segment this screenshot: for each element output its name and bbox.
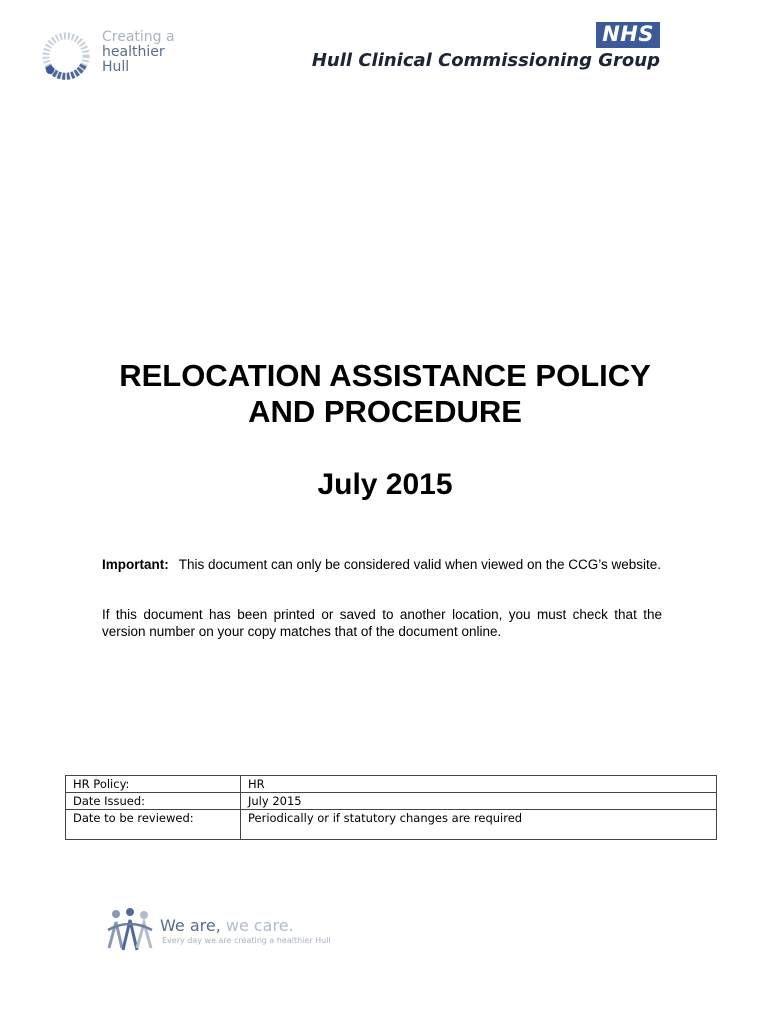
tagline	[160, 916, 294, 935]
table-key: Date to be reviewed:	[66, 810, 241, 840]
document-title	[0, 358, 770, 430]
we-care-logo	[104, 906, 384, 956]
logo-text	[102, 30, 175, 75]
logo-line-3: Hull	[102, 59, 130, 75]
title-line-1: RELOCATION ASSISTANCE POLICY	[119, 358, 651, 393]
table-key: Date Issued:	[66, 793, 241, 810]
logo-line-1: Creating a	[102, 29, 175, 45]
table-row	[66, 810, 717, 840]
table-value: July 2015	[241, 793, 717, 810]
notice-text: This document can only be considered valid when viewed on the CCG’s website.	[178, 557, 662, 572]
version-notice: If this document has been printed or saved to another location, you must check that the version number on your copy matches that of the document online.	[102, 607, 662, 639]
table-row	[66, 793, 717, 810]
table-row	[66, 776, 717, 793]
notice-label: Important:	[102, 557, 169, 572]
organisation-name: Hull Clinical Commissioning Group	[311, 50, 660, 71]
table-key: HR Policy:	[66, 776, 241, 793]
table-value: Periodically or if statutory changes are required	[241, 810, 717, 840]
title-line-2: AND PROCEDURE	[248, 394, 522, 429]
creating-healthier-hull-logo	[38, 28, 198, 84]
tagline-part-2: we care.	[220, 916, 294, 935]
tagline-part-1: We are,	[160, 916, 221, 935]
nhs-header	[300, 22, 660, 74]
people-figures-icon	[104, 906, 156, 956]
table-value: HR	[241, 776, 717, 793]
validity-notice	[102, 556, 662, 573]
circular-dot-ring-icon	[38, 28, 94, 84]
policy-info-table	[65, 775, 717, 840]
tagline-subline: Every day we are creating a healthier Hull	[162, 936, 331, 945]
document-date: July 2015	[317, 468, 453, 501]
logo-line-2: healthier	[102, 44, 165, 60]
nhs-badge: NHS	[596, 22, 660, 48]
